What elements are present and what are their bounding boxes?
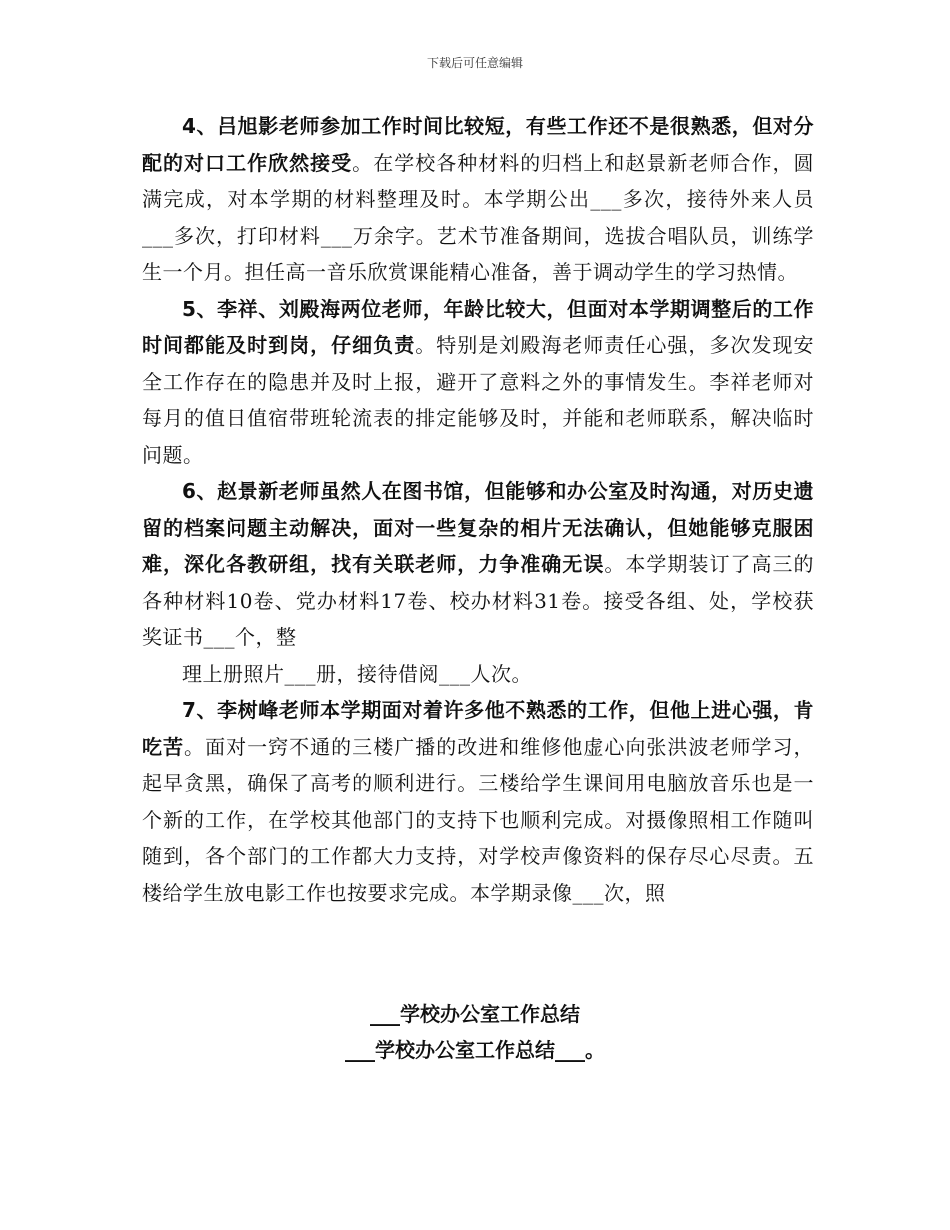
title-line-1: ___学校办公室工作总结 [370,1002,580,1026]
document-body [142,108,814,911]
paragraph-lead: 7、李树峰老师本学期面对着许多他不熟悉的工作，但他上进心强，肯吃苦 [142,698,814,759]
paragraph-6-continued [142,656,814,693]
paragraph-4 [142,108,814,291]
paragraph-text: 。面对一窍不通的三楼广播的改进和维修他虚心向张洪波老师学习，起早贪黑，确保了高考的顺利进行。三楼给学生课间用电脑放音乐也是一个新的工作，在学校其他部门的支持下也顺利完成。对摄像照相工作随叫随到，各个部门的工作都大力支持，对学校声像资料的保存尽心尽责。五楼给学生放电影工作也按要求完成。本学期录像___次，照 [142,734,815,905]
paragraph-6 [142,473,814,656]
paragraph-7 [142,692,814,911]
paragraph-text: 。本学期装订了高三的各种材料10卷、党办材料17卷、校办材料31卷。接受各组、处，学校获奖证书___个，整 [142,552,815,649]
paragraph-lead: 4、吕旭影老师参加工作时间比较短，有些工作还不是很熟悉，但对分配的对口工作欣然接受 [142,114,814,175]
document-titles [0,996,950,1068]
paragraph-text: 理上册照片___册，接待借阅___人次。 [182,661,532,686]
paragraph-text: 。在学校各种材料的归档上和赵景新老师合作，圆满完成，对本学期的材料整理及时。本学期公出___多次，接待外来人员___多次，打印材料___万余字。艺术节准备期间，选拔合唱队员，训练学生一个月。担任高一音乐欣赏课能精心准备，善于调动学生的学习热情。 [142,150,815,284]
paragraph-text: 。特别是刘殿海老师责任心强，多次发现安全工作存在的隐患并及时上报，避开了意料之外的事情发生。李祥老师对每月的值日值宿带班轮流表的排定能够及时，并能和老师联系，解决临时问题。 [142,333,815,467]
paragraph-lead: 6、赵景新老师虽然人在图书馆，但能够和办公室及时沟通，对历史遗留的档案问题主动解决，面对一些复杂的相片无法确认，但她能够克服困难，深化各教研组，找有关联老师，力争准确无误 [142,479,814,576]
title-line-2: ___学校办公室工作总结___。 [345,1038,605,1062]
page-header: 下载后可任意编辑 [426,56,523,70]
paragraph-lead: 5、李祥、刘殿海两位老师，年龄比较大，但面对本学期调整后的工作时间都能及时到岗，仔细负责 [142,296,814,357]
paragraph-5 [142,291,814,474]
